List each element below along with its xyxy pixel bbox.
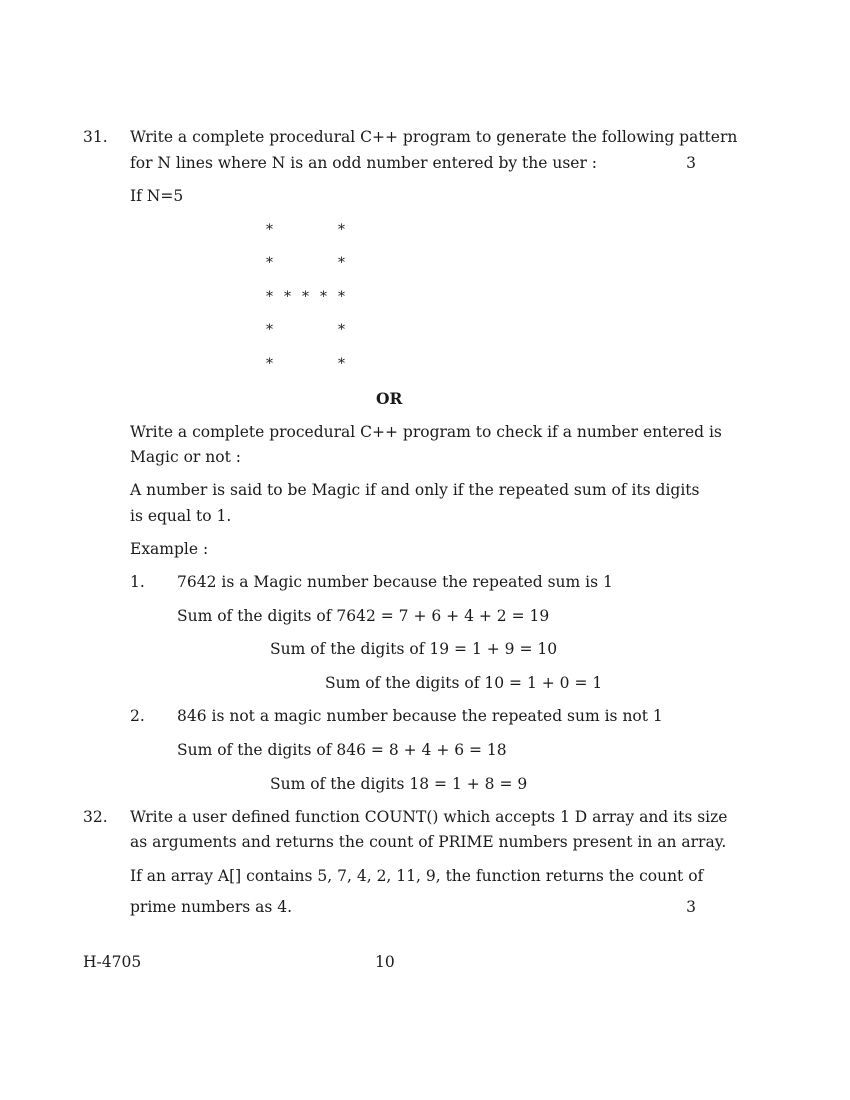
question-32-line-4: prime numbers as 4.	[130, 898, 293, 916]
example-1-step-2: Sum of the digits of 19 = 1 + 9 = 10	[270, 640, 558, 658]
example-2-text: 846 is not a magic number because the repeated sum is not 1	[177, 707, 663, 725]
example-1-step-3: Sum of the digits of 10 = 1 + 0 = 1	[325, 674, 603, 692]
example-2-step-2: Sum of the digits 18 = 1 + 8 = 9	[270, 775, 528, 793]
pattern-star: *	[302, 289, 309, 305]
pattern-star: *	[266, 222, 273, 238]
example-1-text: 7642 is a Magic number because the repeated sum is 1	[177, 573, 613, 591]
example-2-step-1: Sum of the digits of 846 = 8 + 4 + 6 = 18	[177, 741, 507, 759]
question-32-number: 32.	[83, 808, 108, 826]
pattern-star: *	[320, 289, 327, 305]
pattern-star: *	[338, 356, 345, 372]
question-31-line-2: for N lines where N is an odd number entered by the user :	[130, 154, 598, 172]
question-32-marks: 3	[686, 898, 696, 916]
alt-question-line-1: Write a complete procedural C++ program to check if a number entered is	[130, 423, 722, 441]
question-32-line-2: as arguments and returns the count of PRIME numbers present in an array.	[130, 833, 727, 851]
example-2-number: 2.	[130, 707, 145, 725]
pattern-star: *	[284, 289, 291, 305]
pattern-star: *	[266, 255, 273, 271]
example-1-number: 1.	[130, 573, 145, 591]
or-divider: OR	[376, 389, 403, 408]
question-31-number: 31.	[83, 128, 108, 146]
pattern-star: *	[338, 289, 345, 305]
page-number: 10	[375, 953, 395, 971]
question-32-line-3: If an array A[] contains 5, 7, 4, 2, 11, 9, the function returns the count of	[130, 867, 704, 885]
magic-definition-line-1: A number is said to be Magic if and only if the repeated sum of its digits	[130, 481, 700, 499]
example-1-step-1: Sum of the digits of 7642 = 7 + 6 + 4 + 2 = 19	[177, 607, 550, 625]
pattern-star: *	[266, 289, 273, 305]
question-31-line-1: Write a complete procedural C++ program to generate the following pattern	[130, 128, 738, 146]
pattern-star: *	[266, 322, 273, 338]
pattern-star: *	[266, 356, 273, 372]
pattern-condition: If N=5	[130, 187, 184, 205]
magic-definition-line-2: is equal to 1.	[130, 507, 232, 525]
pattern-star: *	[338, 255, 345, 271]
paper-code: H-4705	[83, 953, 142, 971]
alt-question-line-2: Magic or not :	[130, 448, 241, 466]
pattern-star: *	[338, 222, 345, 238]
question-32-line-1: Write a user defined function COUNT() which accepts 1 D array and its size	[130, 808, 728, 826]
example-label: Example :	[130, 540, 209, 558]
question-31-marks: 3	[686, 154, 696, 172]
pattern-star: *	[338, 322, 345, 338]
